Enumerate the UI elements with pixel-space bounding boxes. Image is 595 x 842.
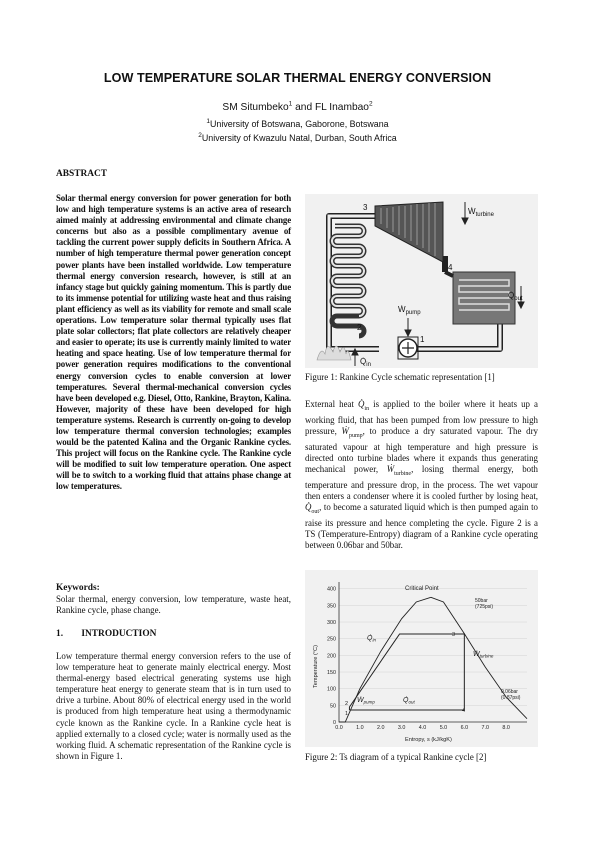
ts-xtick-label: 2.0	[377, 725, 385, 731]
ts-isobar-low-label: 0.06bar	[501, 689, 518, 695]
author-1-sup: 1	[288, 100, 293, 108]
w-pump-symbol: Ẇ	[341, 425, 349, 436]
w-turbine-symbol: Ẇ	[386, 464, 395, 475]
state-4-label: 4	[448, 263, 453, 272]
ts-w-pump-label: Ẇ$_{pump}$	[357, 697, 375, 705]
body-paragraph: External heat $Q̇_{in}$ is applied to the boiler where it heats up a working fluid, that has been pumped from low pressure to high pressure, Ẇ$_{pump}$, to produce a dry saturated vapour. The dry saturated vapour at high temperature and high pressure is directed onto turbine blades where it expands thus generating mechanical power, Ẇ$_{turbine}$, losing thermal energy, both temperature and pressure drop, in the process. The wet vapour then enters a condenser where it is cooled further by losing heat, $Q̇_{out}$, to become a saturated liquid which is then pumped again to raise its pressure and hence completing the cycle. Figure 2 is a TS (Temperature-Entropy) diagram of a Rankine cycle operating between 0.06bar and 50bar.	[305, 399, 538, 551]
turbine-icon	[375, 202, 443, 262]
ts-state-2: 2	[345, 701, 349, 707]
introduction-heading	[56, 629, 156, 639]
rankine-schematic-svg	[305, 194, 538, 368]
introduction-text: Low temperature thermal energy conversion refers to the use of low temperature heat to generate mainly electrical energy. Most thermal-energy based electrical generating systems use high temperature heat energy to generate steam that is in turn used to drive a turbine. About 80% of electrical energy used in the world is produced from high temperature heat using a thermodynamic cycle known as the Rankine cycle. In a Rankine cycle heat is applied externally to a closed cycle; water is normally used as the working fluid. A schematic representation of the Rankine cycle is shown in Figure 1.	[56, 651, 291, 761]
affiliation-1-text: University of Botswana, Gaborone, Botswana	[210, 119, 389, 129]
ts-xtick-label: 1.0	[356, 725, 364, 731]
state-3-label: 3	[363, 203, 368, 212]
ts-ytick-label: 150	[327, 670, 336, 676]
section-number: 1.	[56, 629, 64, 639]
figure-1-rankine-schematic	[305, 194, 538, 368]
ts-isobar-low-psi: (0.87psi)	[501, 695, 521, 701]
keywords-text: Solar thermal, energy conversion, low temperature, waste heat, Rankine cycle, phase change.	[56, 594, 291, 616]
ts-chart-svg	[305, 570, 538, 747]
ts-state-3: 3	[452, 632, 456, 638]
w-turbine-label: Ẇ$_{turbine}$	[468, 207, 494, 218]
affiliation-1	[0, 119, 595, 129]
section-title: INTRODUCTION	[81, 629, 157, 639]
ts-isobar-high-psi: (725psi)	[475, 604, 494, 610]
affiliation-1-sup: 1	[206, 118, 211, 126]
ts-xlabel: Entropy, s (kJ/kgK)	[405, 737, 452, 743]
affiliation-2-sup: 2	[198, 132, 202, 140]
state-1-label: 1	[420, 335, 425, 344]
ts-state-4: 4	[462, 708, 466, 714]
ts-q-in-label: $Q̇_{in}$	[367, 635, 376, 643]
q-out-label: $Q̇_{out}$	[508, 291, 523, 302]
ts-ylabel: Temperature (°C)	[313, 645, 319, 688]
ts-ytick-label: 50	[330, 703, 336, 710]
pipe-condenser-to-pump	[417, 322, 500, 349]
ts-xtick-label: 5.0	[439, 725, 448, 731]
w-pump-label: Ẇ$_{pump}$	[398, 305, 421, 316]
ts-xtick-label: 6.0	[460, 725, 469, 731]
ts-ytick-label: 0	[333, 720, 336, 726]
ts-ytick-label: 100	[327, 686, 336, 693]
affiliation-2	[0, 133, 595, 143]
ts-state-1: 1	[345, 711, 349, 717]
authors-line	[0, 102, 595, 113]
paper-title: LOW TEMPERATURE SOLAR THERMAL ENERGY CONVERSION	[103, 71, 492, 85]
ts-ytick-label: 200	[327, 653, 336, 660]
ts-isobar-high-label: 50bar	[475, 598, 488, 604]
authors-join: and	[292, 102, 315, 113]
ts-ytick-label: 300	[327, 620, 336, 626]
ts-ytick-label: 400	[327, 586, 336, 593]
ts-w-turbine-label: Ẇ$_{turbine}$	[473, 651, 494, 659]
ts-xtick-label: 8.0	[502, 725, 510, 731]
ts-xtick-label: 4.0	[418, 725, 427, 731]
ts-critical-point-label: Critical Point	[405, 586, 439, 592]
keywords-heading: Keywords:	[56, 583, 100, 593]
figure-2-caption: Figure 2: Ts diagram of a typical Rankine cycle [2]	[305, 752, 487, 762]
ts-ytick-label: 350	[327, 603, 336, 610]
affiliation-2-text: University of Kwazulu Natal, Durban, South Africa	[201, 133, 397, 143]
q-in-symbol: Q̇	[358, 399, 365, 409]
author-2: FL Inambao	[314, 102, 369, 113]
ts-saturated-liquid-line	[339, 597, 431, 722]
q-in-label: $Q̇_{in}$	[360, 357, 371, 368]
ts-ytick-label: 250	[327, 636, 336, 643]
ts-xtick-label: 0.0	[335, 725, 343, 731]
abstract-text: Solar thermal energy conversion for power generation for both low and high temperature systems is an active area of research aimed mainly at addressing environmental and climate change concerns but also as a possible complimentary avenue of tackling the current power supply deficits in Southern Africa. A number of high temperature thermal power generation concept power plants have been installed worldwide. Low temperature thermal energy conversion research, however, is still at an infancy stage but quickly gaining momentum. This is partly due to its immense potential for utilizing waste heat and thus raising plant efficiency as well as its viability for remote and small scale operations. Low temperature solar thermal typically uses flat plate solar collectors; flat plate collectors are relatively cheaper and easier to operate; its use is currently mainly limited to water heating and space heating. Use of low temperature thermal for power generation requires modifications to the conventional energy conversion cycles to enable conversion at lower temperatures. Several thermal-mechanical conversion cycles have been developed e.g. Diesel, Otto, Rankine, Brayton, Kalina. However, majority of these have been developed for high temperature systems. Research is currently on-going to develop low temperature thermal conversion technologies; examples would be the patented Kalina and the Organic Rankine cycles. This project will focus on the Rankine cycle. The Rankine cycle will be modified to suit low temperature operation. One aspect will be to switch to a working fluid that attains phase change at low temperatures.	[56, 193, 291, 492]
boiler-coil	[332, 226, 364, 336]
figure-1-caption: Figure 1: Rankine Cycle schematic representation [1]	[305, 372, 495, 382]
q-out-symbol: Q̇	[305, 502, 312, 513]
ts-xtick-label: 3.0	[397, 725, 406, 731]
abstract-heading: ABSTRACT	[56, 169, 108, 179]
state-2-label: 2	[357, 323, 362, 332]
ts-q-out-label: $Q̇_{out}$	[403, 697, 415, 705]
author-2-sup: 2	[368, 100, 373, 108]
figure-2-ts-diagram	[305, 570, 538, 747]
author-1: SM Situmbeko	[222, 102, 289, 113]
ts-xtick-label: 7.0	[481, 725, 489, 731]
